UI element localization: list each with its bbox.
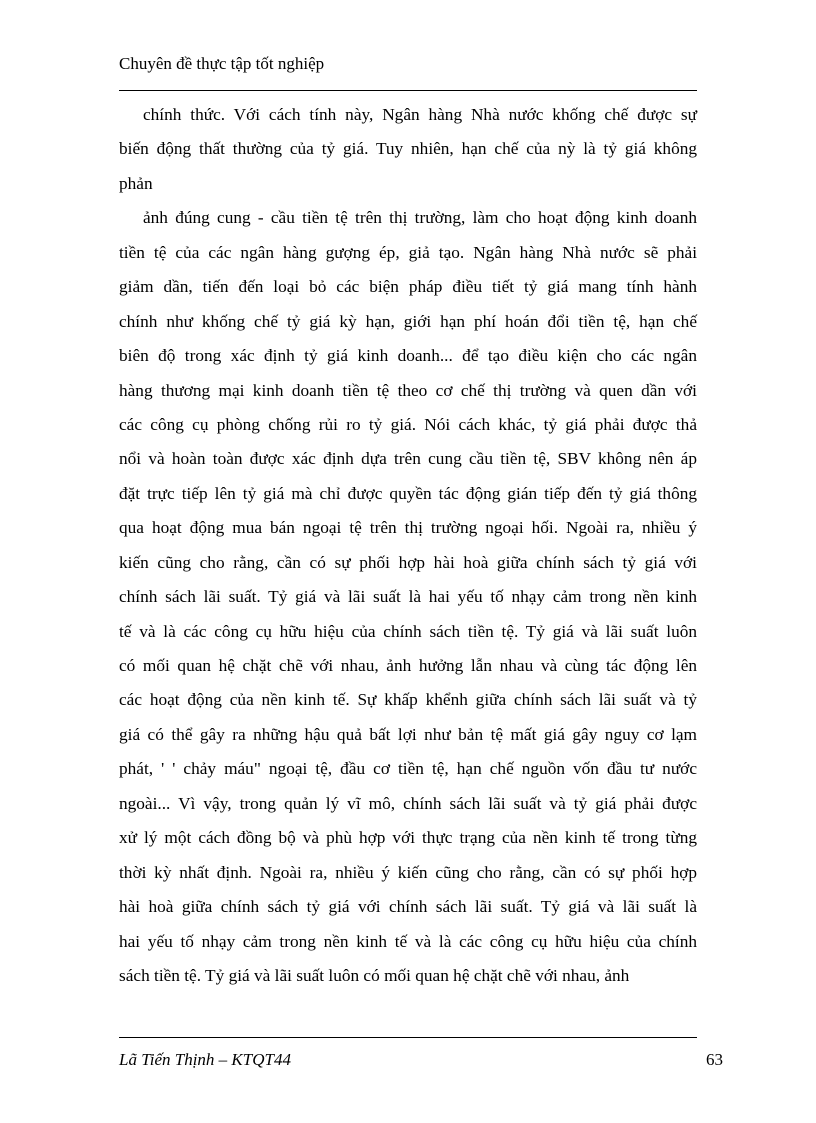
body-line: giảm dần, tiến đến loại bỏ các biện pháp điều tiết tỷ giá mang tính hành xyxy=(119,277,697,297)
body-text xyxy=(119,98,697,993)
body-line: kiến cũng cho rằng, cần có sự phối hợp hài hoà giữa chính sách tỷ giá với xyxy=(119,552,697,572)
body-line: thời kỳ nhất định. Ngoài ra, nhiều ý kiến cũng cho rằng, cần có sự phối hợp xyxy=(119,862,697,882)
body-line: ngoài... Vì vậy, trong quản lý vĩ mô, chính sách lãi suất và tỷ giá phải được xyxy=(119,793,697,813)
header-divider xyxy=(119,90,697,91)
body-line: phát, ' ' chảy máu" ngoại tệ, đầu cơ tiền tệ, hạn chế nguồn vốn đầu tư nước xyxy=(119,759,697,779)
body-line: hai yếu tố nhạy cảm trong nền kinh tế và là các công cụ hữu hiệu của chính xyxy=(119,931,697,951)
body-line: chính như khống chế tỷ giá kỳ hạn, giới hạn phí hoán đổi tiền tệ, hạn chế xyxy=(119,311,697,331)
body-line: sách tiền tệ. Tỷ giá và lãi suất luôn có mối quan hệ chặt chẽ với nhau, ảnh xyxy=(119,965,630,985)
body-line: các công cụ phòng chống rủi ro tỷ giá. Nói cách khác, tỷ giá phải được thả xyxy=(119,414,697,434)
body-line: nổi và hoàn toàn được xác định dựa trên cung cầu tiền tệ, SBV không nên áp xyxy=(119,449,697,469)
body-line: có mối quan hệ chặt chẽ với nhau, ảnh hưởng lẫn nhau và cùng tác động lên xyxy=(119,656,697,675)
body-line: xử lý một cách đồng bộ và phù hợp với thực trạng của nền kinh tế trong từng xyxy=(119,828,697,848)
body-line: tiền tệ của các ngân hàng gượng ép, giả tạo. Ngân hàng Nhà nước sẽ phải xyxy=(119,242,697,262)
document-header-title: Chuyên đề thực tập tốt nghiệp xyxy=(119,54,325,73)
body-line: biên độ trong xác định tỷ giá kinh doanh... để tạo điều kiện cho các ngân xyxy=(119,346,697,366)
body-line: phản xyxy=(119,173,153,193)
body-line: tế và là các công cụ hữu hiệu của chính sách tiền tệ. Tỷ giá và lãi suất luôn xyxy=(119,621,697,641)
body-line: chính sách lãi suất. Tỷ giá và lãi suất là hai yếu tố nhạy cảm trong nền kinh xyxy=(119,587,697,607)
footer-divider xyxy=(119,1037,697,1038)
body-line: qua hoạt động mua bán ngoại tệ trên thị trường ngoại hối. Ngoài ra, nhiều ý xyxy=(119,518,697,538)
body-line: các hoạt động của nền kinh tế. Sự khấp khểnh giữa chính sách lãi suất và tỷ xyxy=(119,690,697,710)
body-line: hàng thương mại kinh doanh tiền tệ theo cơ chế thị trường và quen dần với xyxy=(119,380,697,400)
body-line: ảnh đúng cung - cầu tiền tệ trên thị trường, làm cho hoạt động kinh doanh xyxy=(143,208,697,228)
body-line: giá có thể gây ra những hậu quả bất lợi như bản tệ mất giá gây nguy cơ lạm xyxy=(119,724,697,744)
footer-author: Lã Tiến Thịnh – KTQT44 xyxy=(119,1050,291,1069)
page-number: 63 xyxy=(706,1050,723,1069)
body-line: đặt trực tiếp lên tỷ giá mà chỉ được quyền tác động gián tiếp đến tỷ giá thông xyxy=(119,483,697,503)
body-line: biến động thất thường của tỷ giá. Tuy nhiên, hạn chế của nỳ là tỷ giá không xyxy=(119,139,697,159)
body-line: hài hoà giữa chính sách tỷ giá với chính sách lãi suất. Tỷ giá và lãi suất là xyxy=(119,897,697,917)
body-line: chính thức. Với cách tính này, Ngân hàng Nhà nước khống chế được sự xyxy=(143,105,697,124)
